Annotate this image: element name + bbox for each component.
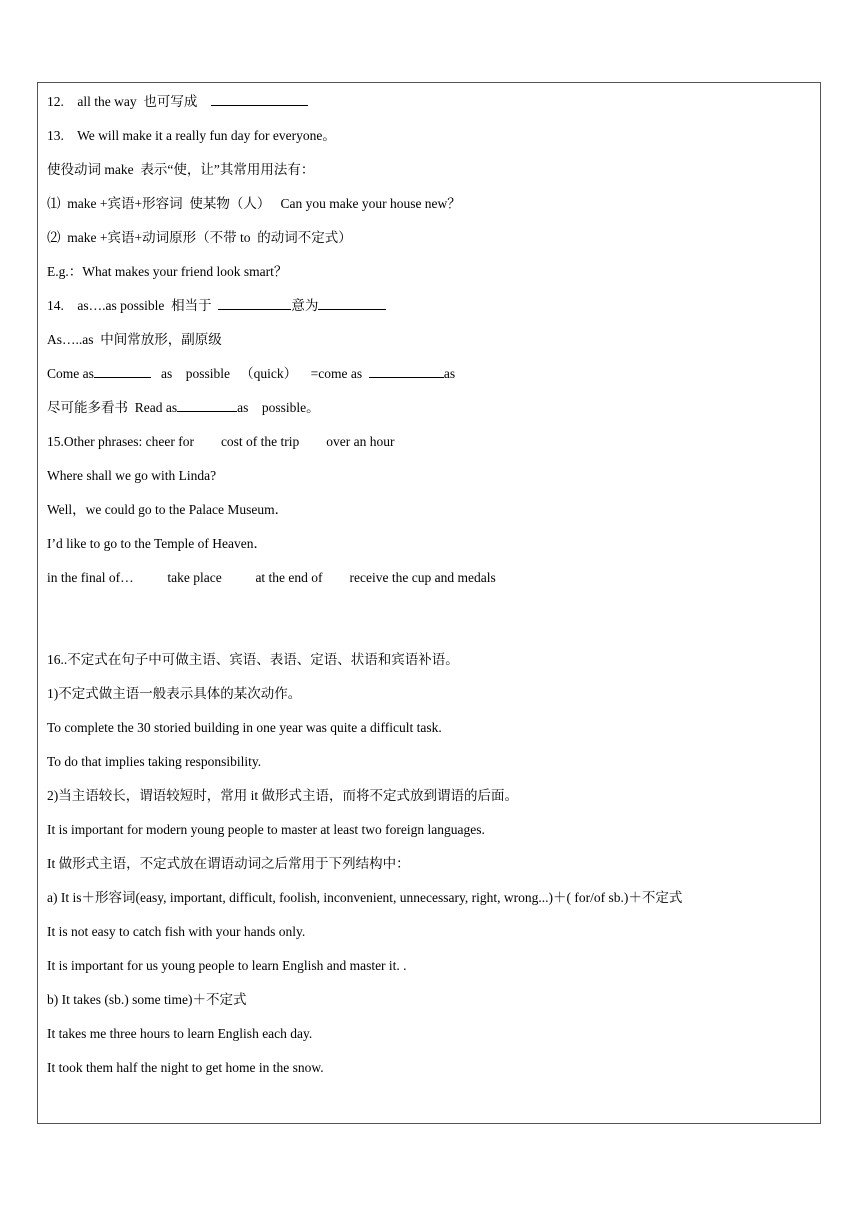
line-text: 15.Other phrases: cheer for cost of the trip over an hour xyxy=(47,434,395,449)
text-line xyxy=(47,433,395,451)
line-text: Come as xyxy=(47,366,94,381)
text-line xyxy=(47,753,261,771)
text-line xyxy=(47,535,267,553)
line-text: a) It is＋形容词(easy, important, difficult, foolish, inconvenient, unnecessary, right, wrong...)＋( for/of sb.)＋不定式 xyxy=(47,890,683,905)
line-text: 12. all the way 也可写成 xyxy=(47,94,211,109)
text-line xyxy=(47,855,410,873)
text-line xyxy=(47,93,308,111)
fill-in-blank[interactable] xyxy=(218,297,291,310)
text-line xyxy=(47,297,386,315)
line-text: b) It takes (sb.) some time)＋不定式 xyxy=(47,992,247,1007)
line-text: As…..as 中间常放形，副原级 xyxy=(47,332,222,347)
text-line xyxy=(47,467,216,485)
text-line xyxy=(47,161,314,179)
text-line xyxy=(47,651,459,669)
text-line xyxy=(47,889,682,907)
text-line xyxy=(47,991,246,1009)
notes-box xyxy=(37,82,821,1124)
text-line xyxy=(47,685,301,703)
line-text: Well，we could go to the Palace Museum． xyxy=(47,502,289,517)
fill-in-blank[interactable] xyxy=(211,93,308,106)
line-text: 1)不定式做主语一般表示具体的某次动作。 xyxy=(47,686,302,701)
line-text: 16..不定式在句子中可做主语、宾语、表语、定语、状语和宾语补语。 xyxy=(47,652,459,667)
text-line xyxy=(47,229,352,247)
text-line xyxy=(47,1059,324,1077)
text-line xyxy=(47,195,461,213)
line-text: It took them half the night to get home in the snow. xyxy=(47,1060,324,1075)
line-text: It 做形式主语，不定式放在谓语动词之后常用于下列结构中： xyxy=(47,856,410,871)
text-line xyxy=(47,127,336,145)
fill-in-blank[interactable] xyxy=(177,399,237,412)
line-text: as possible。 xyxy=(237,400,320,415)
text-line xyxy=(47,1025,312,1043)
text-line xyxy=(47,399,320,417)
text-line xyxy=(47,923,305,941)
line-text: Where shall we go with Linda? xyxy=(47,468,217,483)
line-text: It is important for modern young people to master at least two foreign languages. xyxy=(47,822,485,837)
text-line xyxy=(47,787,518,805)
line-text: in the final of… take place at the end of receive the cup and medals xyxy=(47,570,496,585)
fill-in-blank[interactable] xyxy=(94,365,151,378)
line-text: 2)当主语较长，谓语较短时，常用 it 做形式主语，而将不定式放到谓语的后面。 xyxy=(47,788,518,803)
line-text: It takes me three hours to learn English each day. xyxy=(47,1026,313,1041)
text-line xyxy=(47,957,407,975)
line-text: 尽可能多看书 Read as xyxy=(47,400,178,415)
text-line xyxy=(47,263,287,281)
line-text: I’d like to go to the Temple of Heaven． xyxy=(47,536,267,551)
text-line xyxy=(47,331,222,349)
line-text: E.g.：What makes your friend look smart？ xyxy=(47,264,288,279)
line-text: To complete the 30 storied building in one year was quite a difficult task. xyxy=(47,720,442,735)
line-text: ⑴ make +宾语+形容词 使某物（人） Can you make your house new？ xyxy=(47,196,461,211)
text-line xyxy=(47,365,455,383)
line-text: as possible （quick） =come as xyxy=(150,366,369,381)
text-line xyxy=(47,719,442,737)
line-text: as xyxy=(443,366,456,381)
line-text: ⑵ make +宾语+动词原形（不带 to 的动词不定式） xyxy=(47,230,352,245)
line-text: It is not easy to catch fish with your hands only. xyxy=(47,924,306,939)
text-line xyxy=(47,501,288,519)
fill-in-blank[interactable] xyxy=(369,365,444,378)
text-line xyxy=(47,569,496,587)
line-text: 14. as….as possible 相当于 xyxy=(47,298,219,313)
line-text: 13. We will make it a really fun day for everyone。 xyxy=(47,128,336,143)
line-text: It is important for us young people to learn English and master it. . xyxy=(47,958,407,973)
line-text: 使役动词 make 表示“使，让”其常用用法有： xyxy=(47,162,315,177)
text-line xyxy=(47,821,485,839)
line-text: 意为 xyxy=(291,298,319,313)
line-text: To do that implies taking responsibility. xyxy=(47,754,262,769)
fill-in-blank[interactable] xyxy=(318,297,386,310)
